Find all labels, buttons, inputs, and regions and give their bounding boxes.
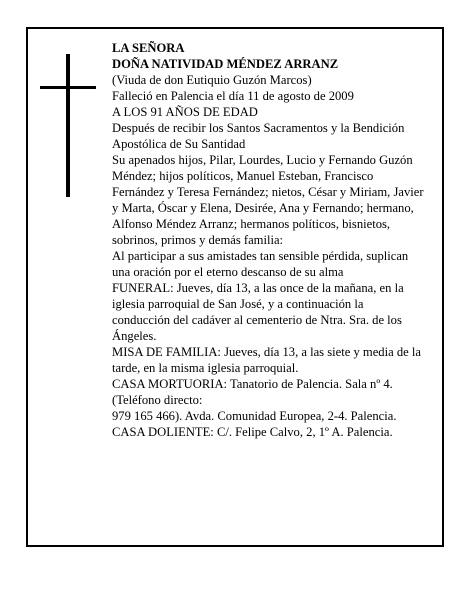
obituary-text	[112, 40, 424, 440]
cross-horizontal-bar	[40, 86, 96, 89]
deceased-name: DOÑA NATIVIDAD MÉNDEZ ARRANZ	[112, 57, 339, 71]
cross-vertical-bar	[66, 54, 70, 197]
widow-note: (Viuda de don Eutiquio Guzón Marcos)	[112, 73, 312, 87]
request-text: Al participar a sus amistades tan sensible pérdida, suplican una oración por el eterno descanso de su alma	[112, 249, 409, 279]
death-date: Falleció en Palencia el día 11 de agosto de 2009	[112, 89, 354, 103]
family-mass-text: MISA DE FAMILIA: Jueves, día 13, a las siete y media de la tarde, en la misma iglesia parroquial.	[112, 345, 421, 375]
mortuary-text-2: 979 165 466). Avda. Comunidad Europea, 2-4. Palencia.	[112, 409, 397, 423]
family-text: Su apenados hijos, Pilar, Lourdes, Lucio y Fernando Guzón Méndez; hijos políticos, Manuel Esteban, Francisco Fernández y Teresa Fernández; nietos, César y Miriam, Javier y Marta, Óscar y Elena, Desirée, Ana y Fernando; hermano, Alfonso Méndez Arranz; hermanos políticos, bisnietos, sobrinos, primos y demás familia:	[112, 153, 424, 247]
mourning-house-text: CASA DOLIENTE: C/. Felipe Calvo, 2, 1º A. Palencia.	[112, 425, 393, 439]
funeral-text: FUNERAL: Jueves, día 13, a las once de la mañana, en la iglesia parroquial de San José, y a continuación la conducción del cadáver al cementerio de Ntra. Sra. de los Ángeles.	[112, 281, 404, 343]
age-line: A LOS 91 AÑOS DE EDAD	[112, 105, 258, 119]
heading-la-senora: LA SEÑORA	[112, 41, 185, 55]
sacraments-text: Después de recibir los Santos Sacramentos y la Bendición Apostólica de Su Santidad	[112, 121, 405, 151]
mortuary-text-1: CASA MORTUORIA: Tanatorio de Palencia. Sala nº 4. (Teléfono directo:	[112, 377, 393, 407]
